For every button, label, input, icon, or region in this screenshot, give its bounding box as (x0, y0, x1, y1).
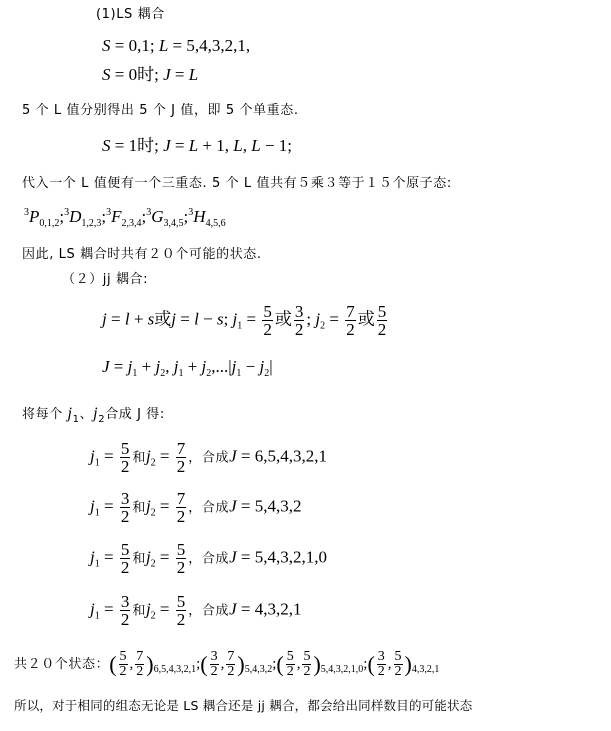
term-symbols (24, 208, 226, 229)
state-3: ( $\frac{5}{2}$ , $\frac{5}{2}$ )$_{5,4,3,2,1,0}$; (276, 649, 368, 679)
singlet-explanation: 5 个 L 值分别得出 5 个 J 值，即 5 个单重态. (22, 103, 299, 118)
state-4: ( $\frac{3}{2}$ , $\frac{5}{2}$ )$_{4,3,2,1}$ (367, 649, 440, 679)
fraction: $\frac{3}{2}$ (294, 302, 304, 339)
term-p: $^3P_{0,1,2}$; (24, 207, 65, 229)
ls-values-equation: S = 0,1; L = 5,4,3,2,1, (102, 36, 251, 55)
jj-j-values-equation: j = l + s或j = l − s; $j_1$ = $\frac{5}{2}$ 或 $\frac{3}{2}$ ; $j_2$ = $\frac{7}{2}$ 或 $\frac{5}{2}$ (102, 302, 387, 339)
state-1: ( $\frac{5}{2}$ , $\frac{7}{2}$ )$_{6,5,4,3,2,1}$; (109, 649, 201, 679)
jj-total-j-equation: $J = j_1 + j_2$, $j_1 + j_2,...|j_1 - j_2|$ (102, 357, 273, 379)
fraction: $\frac{7}{2}$ (346, 302, 355, 339)
section-ls-heading: (1)LS 耦合 (96, 7, 165, 22)
fraction: $\frac{5}{2}$ (120, 540, 130, 577)
term-g: $^3G_{3,4,5}$; (146, 207, 189, 229)
combo-row-1: $j_1$ = $\frac{5}{2}$ 和$j_2$ = $\frac{7}{2}$ ，合成J = 6,5,4,3,2,1 (90, 439, 327, 476)
fraction: $\frac{7}{2}$ (176, 439, 186, 476)
fraction: $\frac{5}{2}$ (377, 302, 387, 339)
fraction: $\frac{7}{2}$ (176, 489, 186, 526)
conclusion-text: 所以，对于相同的组态无论是 LS 耦合还是 jj 耦合，都会给出同样数目的可能状态 (14, 698, 473, 713)
combo-row-3: $j_1$ = $\frac{5}{2}$ 和$j_2$ = $\frac{5}{2}$ ，合成J = 5,4,3,2,1,0 (90, 540, 327, 577)
section-jj-heading: （２）jj 耦合: (62, 272, 149, 287)
state-2: ( $\frac{3}{2}$ , $\frac{7}{2}$ )$_{5,4,3,2}$; (200, 649, 277, 679)
triplet-explanation: 代入一个 L 值便有一个三重态. 5 个 L 值共有５乘３等于１５个原子态: (22, 176, 452, 191)
combine-instruction: 将每个 $j_1$、$j_2$合成 J 得: (22, 405, 165, 425)
fraction: $\frac{3}{2}$ (120, 489, 130, 526)
jj-states-list: 共２０个状态：( $\frac{5}{2}$ , $\frac{7}{2}$ )$_{6,5,4,3,2,1}$;( $\frac{3}{2}$ , $\frac{7}{2}$ )$_{5,4,3,2}$;( $\frac{5}{2}$ , $\frac{5}{2}$ )$_{5,4,3,2,1,0}$;( $\frac{3}{2}$ , $\frac{5}{2}$ )$_{4,3,2,1}$ (14, 649, 440, 679)
fraction: $\frac{5}{2}$ (176, 592, 186, 629)
fraction: $\frac{5}{2}$ (120, 439, 130, 476)
term-f: $^3F_{2,3,4}$; (106, 207, 147, 229)
singlet-equation: S = 0时; J = L (102, 65, 199, 84)
term-d: $^3D_{1,2,3}$; (64, 207, 107, 229)
combo-row-2: $j_1$ = $\frac{3}{2}$ 和$j_2$ = $\frac{7}{2}$ ，合成J = 5,4,3,2 (90, 489, 302, 526)
fraction: $\frac{3}{2}$ (120, 592, 130, 629)
term-h: $^3H_{4,5,6}$ (188, 207, 226, 229)
combo-row-4: $j_1$ = $\frac{3}{2}$ 和$j_2$ = $\frac{5}{2}$ ，合成J = 4,3,2,1 (90, 592, 302, 629)
fraction: $\frac{5}{2}$ (263, 302, 272, 339)
ls-summary: 因此, LS 耦合时共有２０个可能的状态. (22, 247, 262, 262)
fraction: $\frac{5}{2}$ (176, 540, 186, 577)
triplet-equation: S = 1时; J = L + 1, L, L − 1; (102, 136, 293, 155)
